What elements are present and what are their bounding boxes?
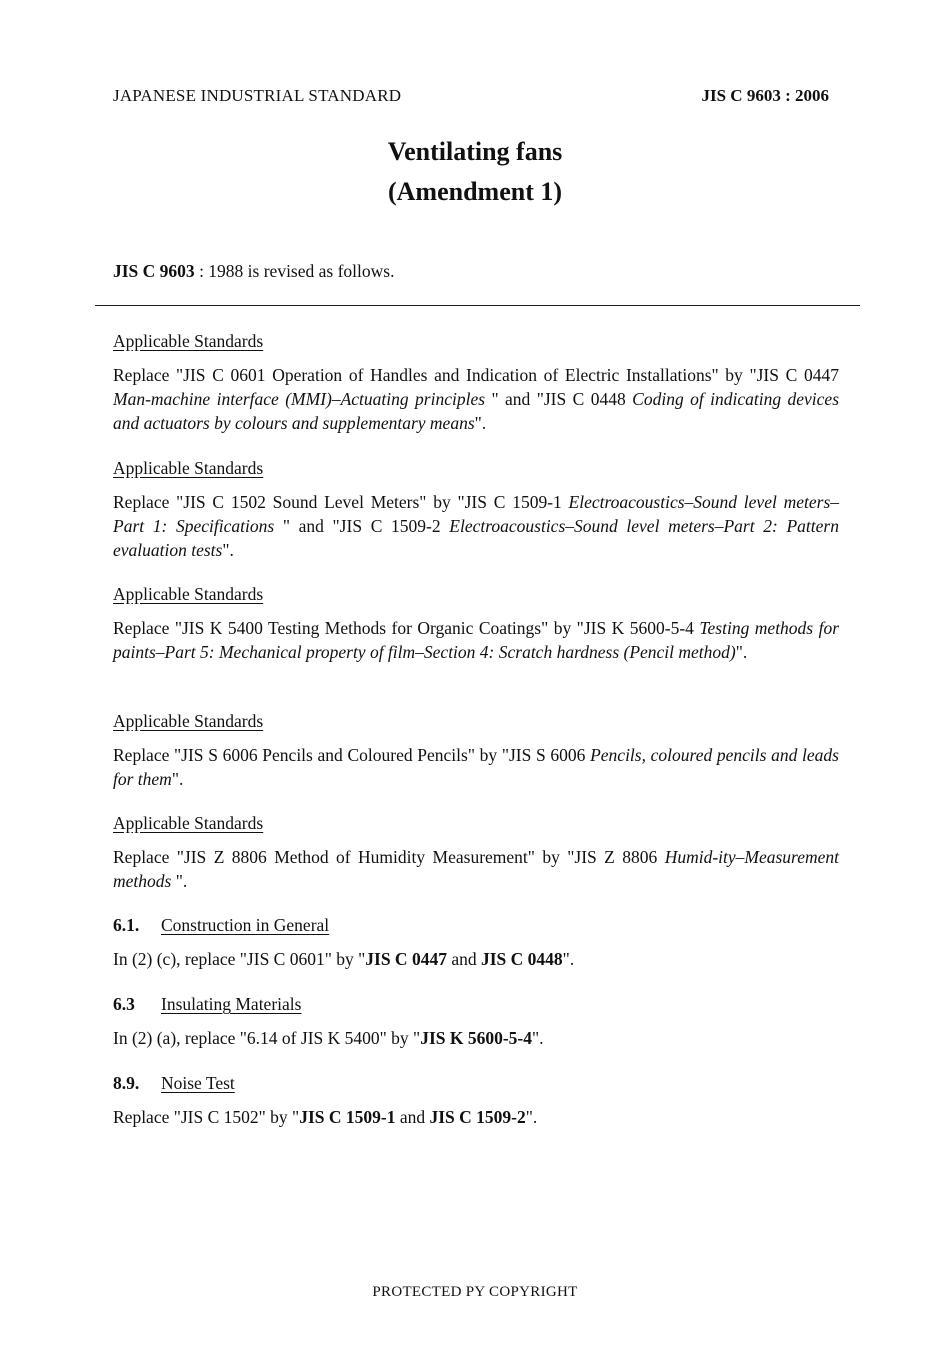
paragraph-text: and: [446, 949, 481, 969]
section-heading: Applicable Standards: [113, 331, 264, 351]
clause-heading: [113, 913, 839, 937]
paragraph-text: Replace "JIS K 5400 Testing Methods for Organic Coatings" by "JIS K 5600-5-4: [113, 618, 700, 638]
paragraph-text: ".: [525, 1107, 538, 1127]
clause-heading: [113, 992, 839, 1016]
paragraph-bold-ref: JIS C 1509-1: [299, 1107, 396, 1127]
standard-type-header: JAPANESE INDUSTRIAL STANDARD: [113, 86, 402, 105]
section-paragraph: [113, 363, 839, 435]
title-line-1: Ventilating fans: [387, 137, 563, 166]
clause-number: 6.3: [113, 994, 135, 1014]
paragraph-text: Replace "JIS C 1502" by ": [113, 1107, 300, 1127]
document-title: [0, 132, 950, 212]
clause-paragraph: [113, 1026, 839, 1050]
paragraph-italic-title: Electroacoustics–Sound level meters–Part 1: Specifications: [113, 492, 839, 536]
clause-heading: [113, 1071, 839, 1095]
paragraph-italic-title: Testing methods for paints–Part 5: Mechanical property of film–Section 4: Scratch hardness (Pencil method): [113, 618, 839, 662]
paragraph-text: Replace "JIS C 0601 Operation of Handles and Indication of Electric Installations" by "JIS C 0447: [113, 365, 839, 385]
clause-6-3: [113, 992, 839, 1050]
revision-statement: [113, 261, 394, 282]
section-heading: Applicable Standards: [113, 584, 264, 604]
applicable-standards-section-4: [113, 709, 839, 791]
paragraph-italic-title: Humid-ity–Measurement methods: [113, 847, 839, 891]
clause-paragraph: [113, 947, 839, 971]
paragraph-text: Replace "JIS S 6006 Pencils and Coloured Pencils" by "JIS S 6006: [113, 745, 591, 765]
section-heading: Applicable Standards: [113, 813, 264, 833]
paragraph-text: " and "JIS C 1509-2: [274, 516, 450, 536]
clause-title: Insulating Materials: [161, 994, 302, 1014]
copyright-footer: PROTECTED PY COPYRIGHT: [372, 1284, 578, 1300]
clause-8-9: [113, 1071, 839, 1129]
paragraph-text: In (2) (c), replace "JIS C 0601" by ": [113, 949, 366, 969]
paragraph-text: and: [395, 1107, 430, 1127]
paragraph-text: " and "JIS C 0448: [485, 389, 633, 409]
section-paragraph: [113, 490, 839, 562]
clause-6-1: [113, 913, 839, 971]
paragraph-text: ".: [171, 871, 188, 891]
paragraph-text: ".: [474, 413, 487, 433]
paragraph-bold-ref: JIS K 5600-5-4: [420, 1028, 532, 1048]
paragraph-text: Replace "JIS C 1502 Sound Level Meters" by "JIS C 1509-1: [113, 492, 569, 512]
paragraph-text: Replace "JIS Z 8806 Method of Humidity Measurement" by "JIS Z 8806: [113, 847, 665, 867]
applicable-standards-section-2: [113, 456, 839, 562]
clause-paragraph: [113, 1105, 839, 1129]
title-line-2: (Amendment 1): [387, 177, 563, 206]
paragraph-italic-title: Coding of indicating devices and actuators by colours and supplementary means: [113, 389, 840, 433]
standard-number-header: JIS C 9603 : 2006: [701, 86, 829, 105]
revision-code: JIS C 9603: [113, 261, 195, 281]
clause-title: Construction in General: [161, 915, 330, 935]
paragraph-text: ".: [562, 949, 575, 969]
clause-number: 6.1.: [113, 915, 140, 935]
horizontal-divider: [95, 305, 860, 306]
section-heading: Applicable Standards: [113, 711, 264, 731]
applicable-standards-section-1: [113, 329, 839, 435]
paragraph-text: ".: [735, 642, 748, 662]
section-paragraph: [113, 743, 839, 791]
paragraph-bold-ref: JIS C 1509-2: [429, 1107, 526, 1127]
paragraph-italic-title: Man-machine interface (MMI)–Actuating principles: [113, 389, 486, 409]
section-paragraph: [113, 845, 839, 893]
paragraph-text: ".: [171, 769, 184, 789]
paragraph-text: ".: [222, 540, 234, 560]
applicable-standards-section-5: [113, 811, 839, 893]
paragraph-italic-title: Pencils, coloured pencils and leads for them: [113, 745, 839, 789]
paragraph-bold-ref: JIS C 0447: [365, 949, 447, 969]
paragraph-text: ".: [532, 1028, 544, 1048]
paragraph-bold-ref: JIS C 0448: [480, 949, 563, 969]
paragraph-italic-title: Electroacoustics–Sound level meters–Part 2: Pattern evaluation tests: [113, 516, 839, 560]
clause-title: Noise Test: [161, 1073, 235, 1093]
applicable-standards-section-3: [113, 582, 839, 664]
clause-number: 8.9.: [113, 1073, 140, 1093]
paragraph-text: In (2) (a), replace "6.14 of JIS K 5400" by ": [113, 1028, 421, 1048]
section-paragraph: [113, 616, 839, 664]
section-heading: Applicable Standards: [113, 458, 264, 478]
revision-text: : 1988 is revised as follows.: [194, 261, 395, 281]
